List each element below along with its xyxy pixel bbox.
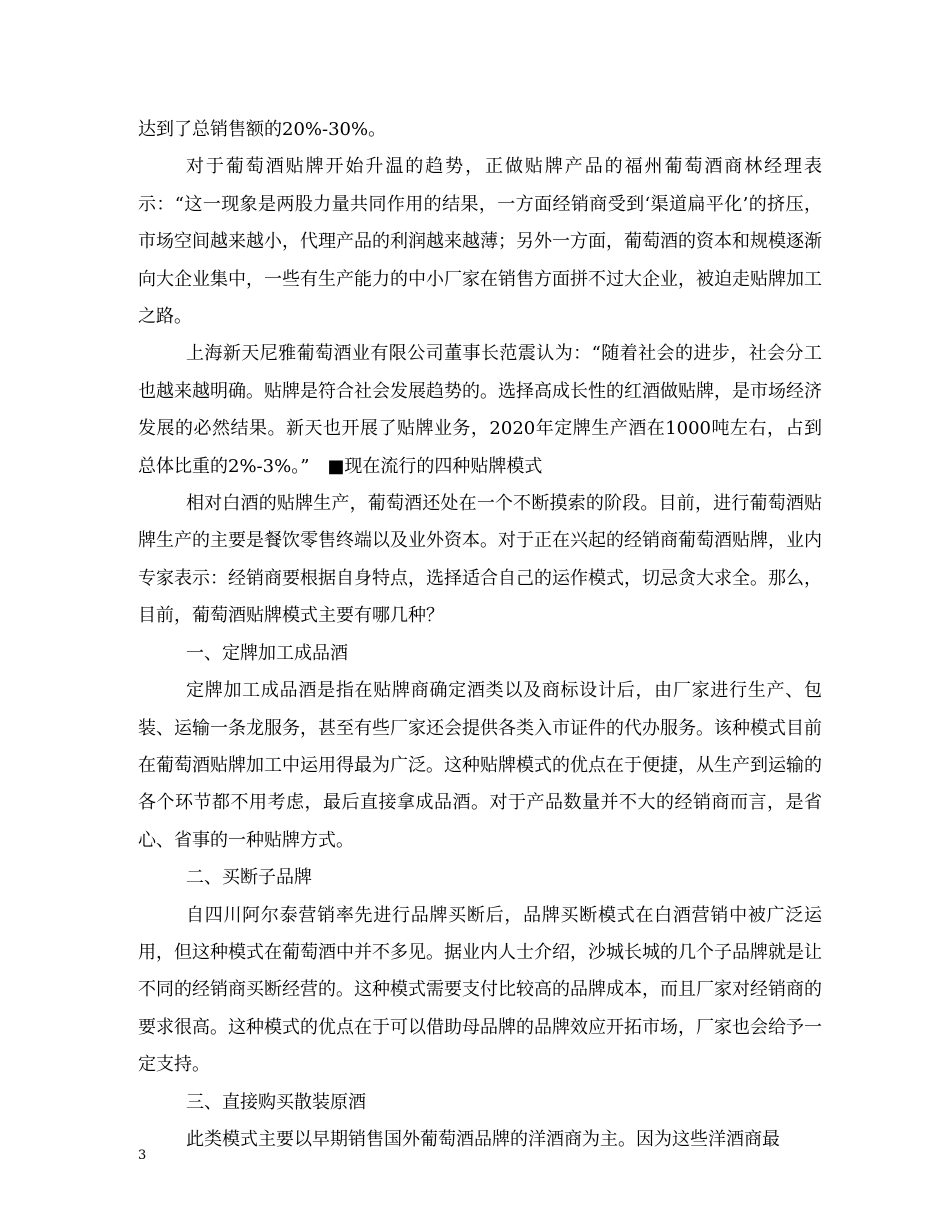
section-heading-2: 二、买断子品牌 [186, 867, 312, 889]
section-heading-3: 三、直接购买散装原酒 [186, 1091, 366, 1113]
paragraph-continuation: 达到了总销售额的20%-30%。 [138, 119, 387, 140]
paragraph-wine-oem-overview: 相对白酒的贴牌生产，葡萄酒还处在一个不断摸索的阶段。目前，进行葡萄酒贴牌生产的主要是餐饮零售终端以及业外资本。对于正在兴起的经销商葡萄酒贴牌，业内专家表示：经销商要根据自身特点，选择适合自己的运作模式，切忌贪大求全。那么，目前，葡萄酒贴牌模式主要有哪几种？ [138, 493, 822, 627]
paragraph-section-3: 此类模式主要以早期销售国外葡萄酒品牌的洋酒商为主。因为这些洋酒商最 [186, 1128, 780, 1150]
paragraph-fuzhou-dealer-quote: 对于葡萄酒贴牌开始升温的趋势，正做贴牌产品的福州葡萄酒商林经理表示：“这一现象是两股力量共同作用的结果，一方面经销商受到‘渠道扁平化’的挤压，市场空间越来越小，代理产品的利润越来越薄；另外一方面，葡萄酒的资本和规模逐渐向大企业集中，一些有生产能力的中小厂家在销售方面拼不过大企业，被迫走贴牌加工之路。 [138, 156, 822, 328]
paragraph-section-2: 自四川阿尔泰营销率先进行品牌买断后，品牌买断模式在白酒营销中被广泛运用，但这种模式在葡萄酒中并不多见。据业内人士介绍，沙城长城的几个子品牌就是让不同的经销商买断经营的。这种模式需要支付比较高的品牌成本，而且厂家对经销商的要求很高。这种模式的优点在于可以借助母品牌的品牌效应开拓市场，厂家也会给予一定支持。 [138, 904, 822, 1076]
paragraph-section-1: 定牌加工成品酒是指在贴牌商确定酒类以及商标设计后，由厂家进行生产、包装、运输一条龙服务，甚至有些厂家还会提供各类入市证件的代办服务。该种模式目前在葡萄酒贴牌加工中运用得最为广泛。这种贴牌模式的优点在于便捷，从生产到运输的各个环节都不用考虑，最后直接拿成品酒。对于产品数量并不大的经销商而言，是省心、省事的一种贴牌方式。 [138, 680, 822, 851]
section-heading-1: 一、定牌加工成品酒 [186, 642, 348, 664]
paragraph-shanghai-xintian-quote: 上海新天尼雅葡萄酒业有限公司董事长范震认为：“随着社会的进步，社会分工也越来越明确。贴牌是符合社会发展趋势的。选择高成长性的红酒做贴牌，是市场经济发展的必然结果。新天也开展了贴牌业务，2020年定牌生产酒在1000吨左右，占到总体比重的2%-3%。” ■现在流行的四种贴牌模式 [138, 343, 822, 477]
document-body [138, 111, 822, 1158]
page-number: 3 [138, 1148, 147, 1163]
